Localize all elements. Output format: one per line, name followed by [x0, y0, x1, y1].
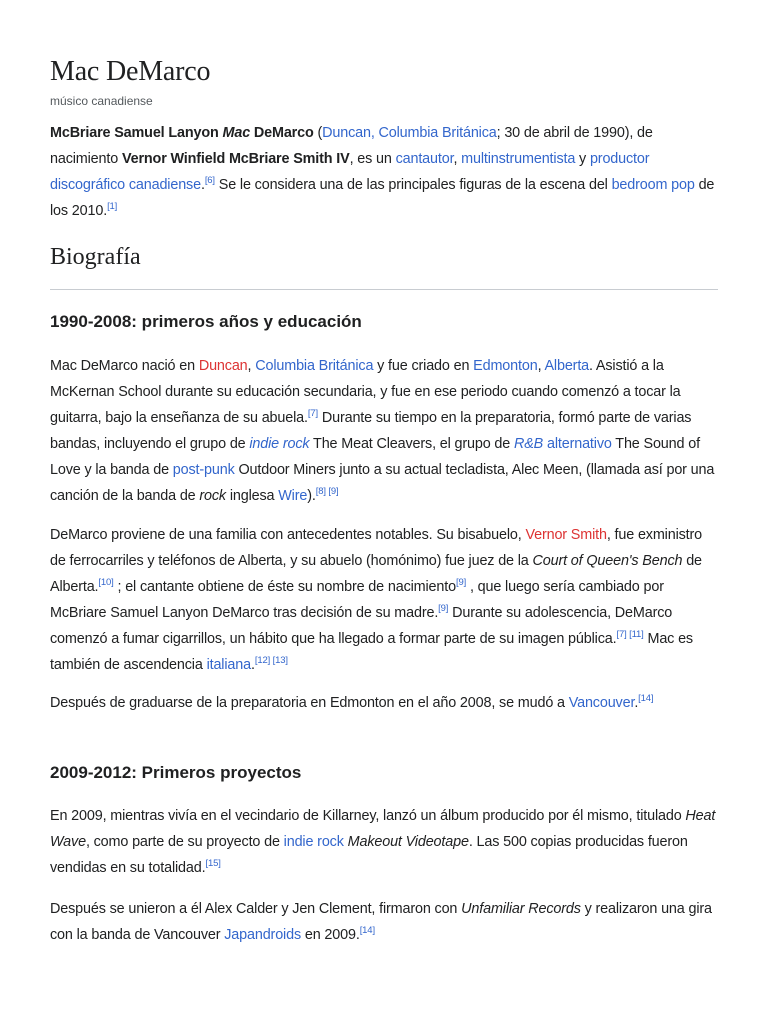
- ref-9[interactable]: [9]: [455, 577, 467, 589]
- ref-8[interactable]: [8]: [315, 486, 326, 498]
- ref-6[interactable]: [6]: [204, 175, 215, 187]
- paragraph-early-life: Mac DeMarco nació en Duncan, Columbia Británica y fue criado en Edmonton, Alberta. Asistió a la McKernan School durante su educación secundaria, y fue en ese periodo cuando comenzó a tocar la guitarra, bajo la enseñanza de su abuela.[7] Durante su tiempo en la preparatoria, formó parte de varias bandas, incluyendo el grupo de indie rock The Meat Cleavers, el grupo de R&B alternativo The Sound of Love y la banda de post-punk Outdoor Miners junto a su actual tecladista, Alec Meen, (llamada así por una canción de la banda de rock inglesa Wire).[8] [9]: [50, 358, 715, 504]
- paragraph-family: DeMarco proviene de una familia con antecedentes notables. Su bisabuelo, Vernor Smith, fue exministro de ferrocarriles y teléfonos de Alberta, y su abuelo (homónimo) fue juez de la Court of Queen's Bench de Alberta.[10] ; el cantante obtiene de éste su nombre de nacimiento[9] , que luego sería cambiado por McBriare Samuel Lanyon DeMarco tras decisión de su madre.[9] Durante su adolescencia, DeMarco comenzó a fumar cigarrillos, un hábito que ha llegado a formar parte de su imagen pública.[7] [11] Mac es también de ascendencia italiana.[12] [13]: [50, 527, 703, 673]
- full-name: McBriare Samuel Lanyon Mac DeMarco: [50, 125, 314, 141]
- ref-15[interactable]: [15]: [205, 858, 221, 870]
- page-subtitle: músico canadiense: [50, 94, 153, 108]
- paragraph-early-projects: En 2009, mientras vivía en el vecindario de Killarney, lanzó un álbum producido por él mismo, titulado Heat Wave, como parte de su proyecto de indie rock Makeout Videotape. Las 500 copias producidas fueron vendidas en su totalidad.[15]: [50, 808, 716, 876]
- ref-7[interactable]: [7]: [616, 629, 627, 641]
- section-divider: [50, 289, 718, 290]
- link-duncan[interactable]: Duncan: [198, 358, 248, 374]
- ref-12[interactable]: [12]: [254, 655, 271, 667]
- link-italiana[interactable]: italiana: [206, 657, 251, 673]
- intro-paragraph: McBriare Samuel Lanyon Mac DeMarco (Duncan, Columbia Británica; 30 de abril de 1990), de nacimiento Vernor Winfield McBriare Smith IV, es un cantautor, multinstrumentista y productor discográfico canadiense.[6] Se le considera una de las principales figuras de la escena del bedroom pop de los 2010.[1]: [50, 125, 715, 219]
- link-alberta[interactable]: Alberta: [544, 358, 590, 374]
- ref-13[interactable]: [13]: [272, 655, 288, 667]
- subsection-heading-2009-2012[interactable]: 2009-2012: Primeros proyectos: [50, 763, 302, 782]
- link-indie-rock[interactable]: indie rock: [283, 834, 344, 850]
- link-bedroom-pop[interactable]: bedroom pop: [611, 177, 695, 193]
- subsection-heading-1990-2008[interactable]: 1990-2008: primeros años y educación: [50, 312, 362, 331]
- paragraph-move: Después de graduarse de la preparatoria en Edmonton en el año 2008, se mudó a Vancouver.[14]: [50, 693, 654, 711]
- link-post-punk[interactable]: post-punk: [172, 462, 235, 478]
- ref-7[interactable]: [7]: [307, 408, 318, 420]
- link-duncan-columbia[interactable]: Duncan, Columbia Británica: [322, 125, 497, 141]
- ref-9[interactable]: [9]: [438, 603, 449, 615]
- birth-name: Vernor Winfield McBriare Smith IV: [121, 151, 350, 167]
- link-vancouver[interactable]: Vancouver: [568, 695, 635, 711]
- link-indie-rock[interactable]: indie rock: [249, 436, 310, 452]
- ref-1[interactable]: [1]: [107, 201, 118, 213]
- page-title: Mac DeMarco: [50, 56, 211, 87]
- link-cantautor[interactable]: cantautor: [395, 151, 454, 167]
- link-productor[interactable]: productor discográfico canadiense: [50, 151, 650, 193]
- link-rnb-alternativo[interactable]: R&B alternativo: [513, 436, 612, 452]
- link-edmonton[interactable]: Edmonton: [473, 358, 538, 374]
- link-wire[interactable]: Wire: [278, 488, 308, 504]
- section-heading-biografia[interactable]: Biografía: [50, 244, 141, 270]
- link-vernor-smith[interactable]: Vernor Smith: [525, 527, 607, 543]
- paragraph-tour: Después se unieron a él Alex Calder y Jen Clement, firmaron con Unfamiliar Records y realizaron una gira con la banda de Vancouver Japandroids en 2009.[14]: [50, 901, 712, 943]
- ref-14[interactable]: [14]: [638, 693, 654, 705]
- link-japandroids[interactable]: Japandroids: [224, 927, 302, 943]
- ref-10[interactable]: [10]: [98, 577, 114, 589]
- link-multinstrumentista[interactable]: multinstrumentista: [461, 151, 576, 167]
- link-columbia-britanica[interactable]: Columbia Británica: [255, 358, 374, 374]
- ref-14[interactable]: [14]: [359, 925, 375, 937]
- ref-11[interactable]: [11]: [629, 629, 644, 641]
- ref-9[interactable]: [9]: [328, 486, 339, 498]
